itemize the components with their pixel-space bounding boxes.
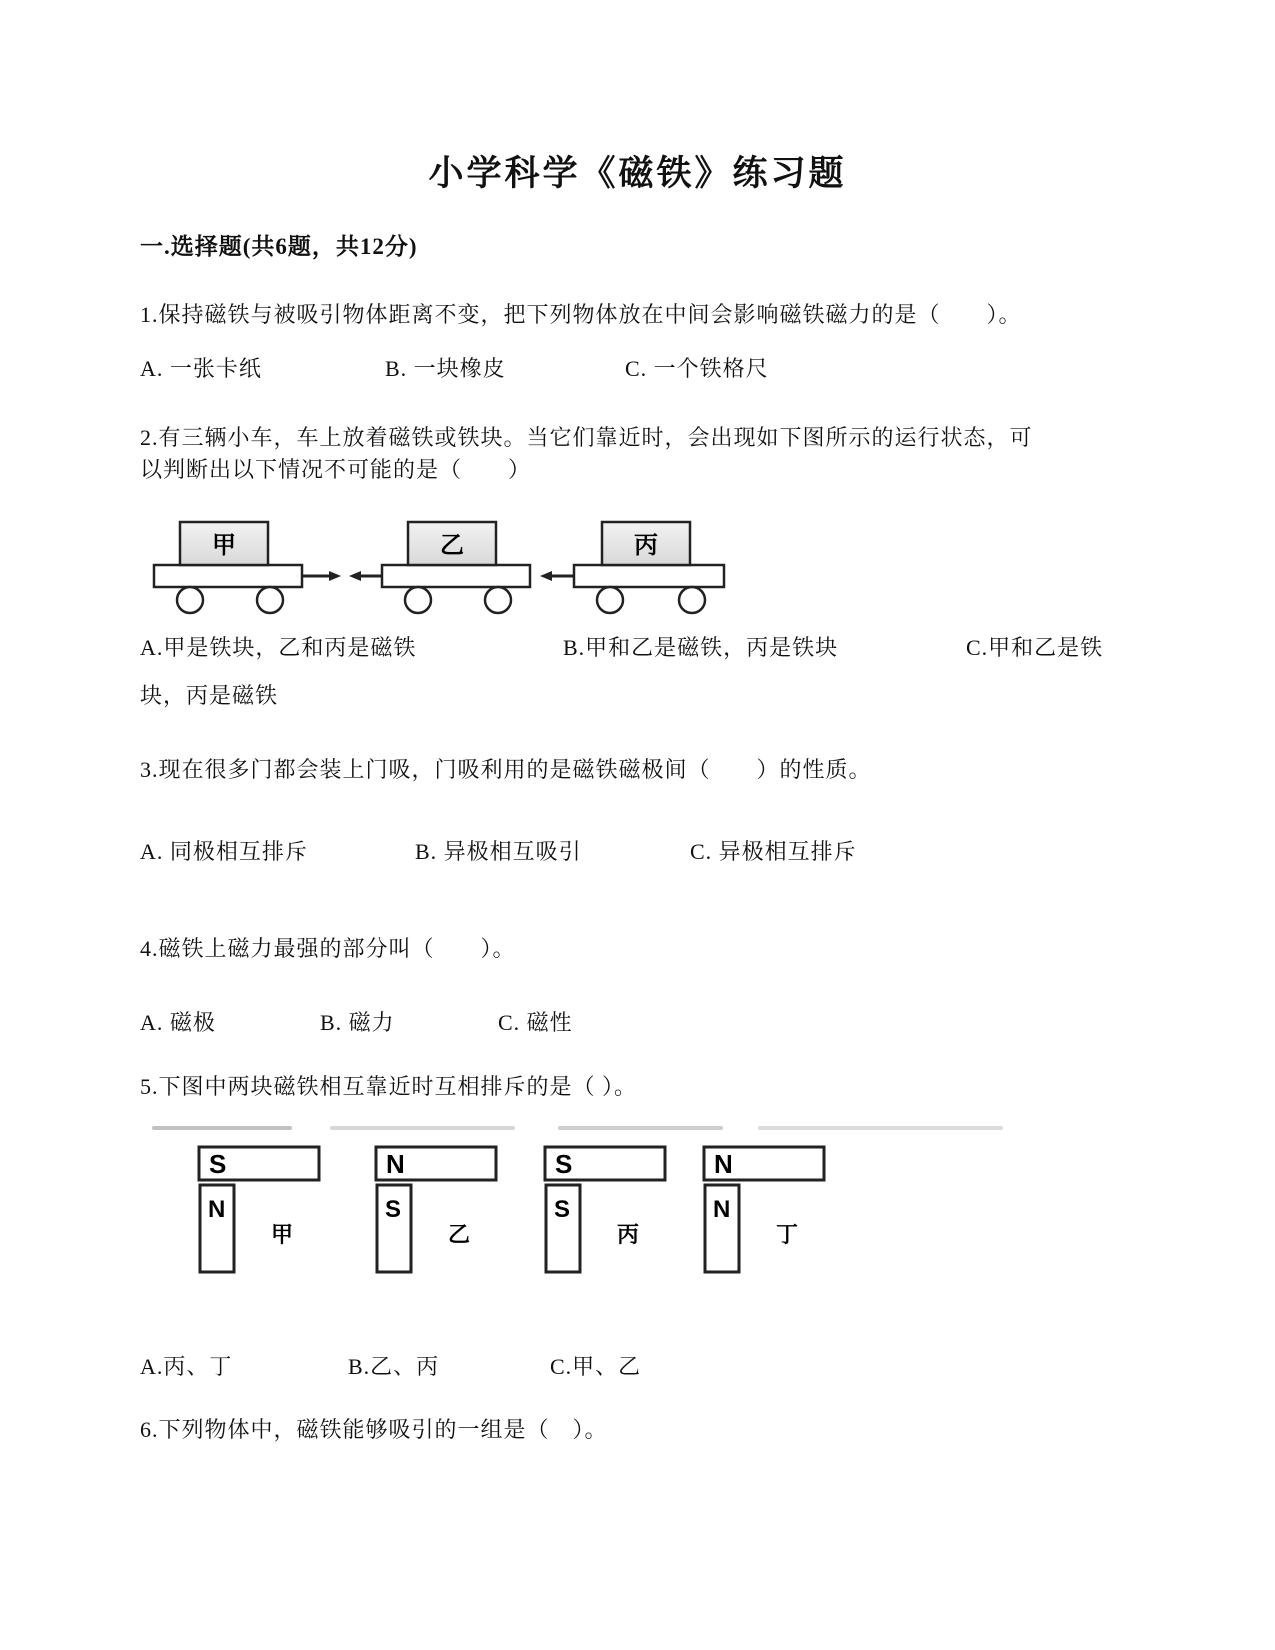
magnet-pair-bing — [545, 1147, 665, 1272]
pole-letter: N — [714, 1149, 733, 1179]
cars-figure — [150, 520, 770, 615]
question-2-options-row2 — [0, 679, 1275, 709]
question-2-option-c-part2: 块，丙是磁铁 — [140, 683, 279, 708]
question-5-option-b: B.乙、丙 — [348, 1354, 440, 1379]
scan-artifact-line — [758, 1126, 1003, 1130]
question-1-text: 1.保持磁铁与被吸引物体距离不变，把下列物体放在中间会影响磁铁磁力的是（ ）。 — [140, 302, 1022, 327]
question-2-option-b: B.甲和乙是磁铁，丙是铁块 — [563, 635, 839, 660]
magnet-pair-label: 甲 — [271, 1222, 294, 1247]
magnet-pair-label: 乙 — [448, 1222, 471, 1247]
question-3-option-c: C. 异极相互排斥 — [690, 839, 857, 864]
magnets-figure — [195, 1140, 895, 1280]
question-5-options — [0, 1350, 1275, 1380]
question-3-options — [0, 835, 1275, 865]
section-heading: 一.选择题(共6题，共12分) — [140, 234, 418, 259]
pole-letter: N — [713, 1196, 731, 1223]
question-3-text: 3.现在很多门都会装上门吸，门吸利用的是磁铁磁极间（ ）的性质。 — [140, 757, 872, 782]
cart-bing-label: 丙 — [634, 533, 658, 559]
question-3-option-b: B. 异极相互吸引 — [415, 839, 582, 864]
scan-artifact-line — [558, 1126, 723, 1130]
cart-yi-label: 乙 — [440, 533, 464, 559]
question-1-option-c: C. 一个铁格尺 — [625, 356, 769, 381]
pole-letter: S — [554, 1196, 571, 1223]
pole-letter: N — [386, 1149, 405, 1179]
page-title: 小学科学《磁铁》练习题 — [428, 154, 847, 193]
question-4-option-b: B. 磁力 — [320, 1010, 395, 1035]
cart-jia — [154, 522, 302, 613]
question-2-text-line2: 以判断出以下情况不可能的是（ ） — [140, 457, 532, 482]
cart-bing — [574, 522, 724, 613]
question-5-text: 5.下图中两块磁铁相互靠近时互相排斥的是（ ）。 — [140, 1074, 638, 1099]
question-4-text: 4.磁铁上磁力最强的部分叫（ ）。 — [140, 936, 516, 961]
magnet-pair-ding — [704, 1147, 824, 1272]
scan-artifact-line — [152, 1126, 292, 1130]
magnet-pair-jia — [199, 1147, 319, 1272]
question-2-option-a: A.甲是铁块，乙和丙是磁铁 — [140, 635, 417, 660]
magnet-pair-label: 丙 — [617, 1222, 640, 1247]
question-6-text: 6.下列物体中，磁铁能够吸引的一组是（ ）。 — [140, 1417, 608, 1442]
question-4-options — [0, 1006, 1275, 1036]
pole-letter: N — [208, 1196, 226, 1223]
question-4-option-a: A. 磁极 — [140, 1010, 216, 1035]
question-2-option-c-part1: C.甲和乙是铁 — [966, 635, 1104, 660]
arrow-right-icon — [302, 571, 341, 581]
question-5-option-c: C.甲、乙 — [550, 1354, 642, 1379]
scan-artifact-line — [330, 1126, 515, 1130]
pole-letter: S — [385, 1196, 402, 1223]
question-1-option-a: A. 一张卡纸 — [140, 356, 262, 381]
pole-letter: S — [209, 1149, 227, 1179]
question-2-options-row1 — [0, 631, 1275, 661]
question-1-option-b: B. 一块橡皮 — [385, 356, 506, 381]
question-4-option-c: C. 磁性 — [498, 1010, 573, 1035]
question-5-option-a: A.丙、丁 — [140, 1354, 233, 1379]
cart-yi — [382, 522, 530, 613]
question-3-option-a: A. 同极相互排斥 — [140, 839, 308, 864]
question-1-options — [0, 352, 1275, 382]
pole-letter: S — [555, 1149, 573, 1179]
question-2-text-line1: 2.有三辆小车，车上放着磁铁或铁块。当它们靠近时，会出现如下图所示的运行状态，可 — [140, 425, 1033, 450]
arrow-left-icon — [540, 571, 578, 581]
magnet-pair-label: 丁 — [776, 1222, 799, 1247]
magnet-pair-yi — [376, 1147, 496, 1272]
cart-jia-label: 甲 — [212, 533, 236, 559]
